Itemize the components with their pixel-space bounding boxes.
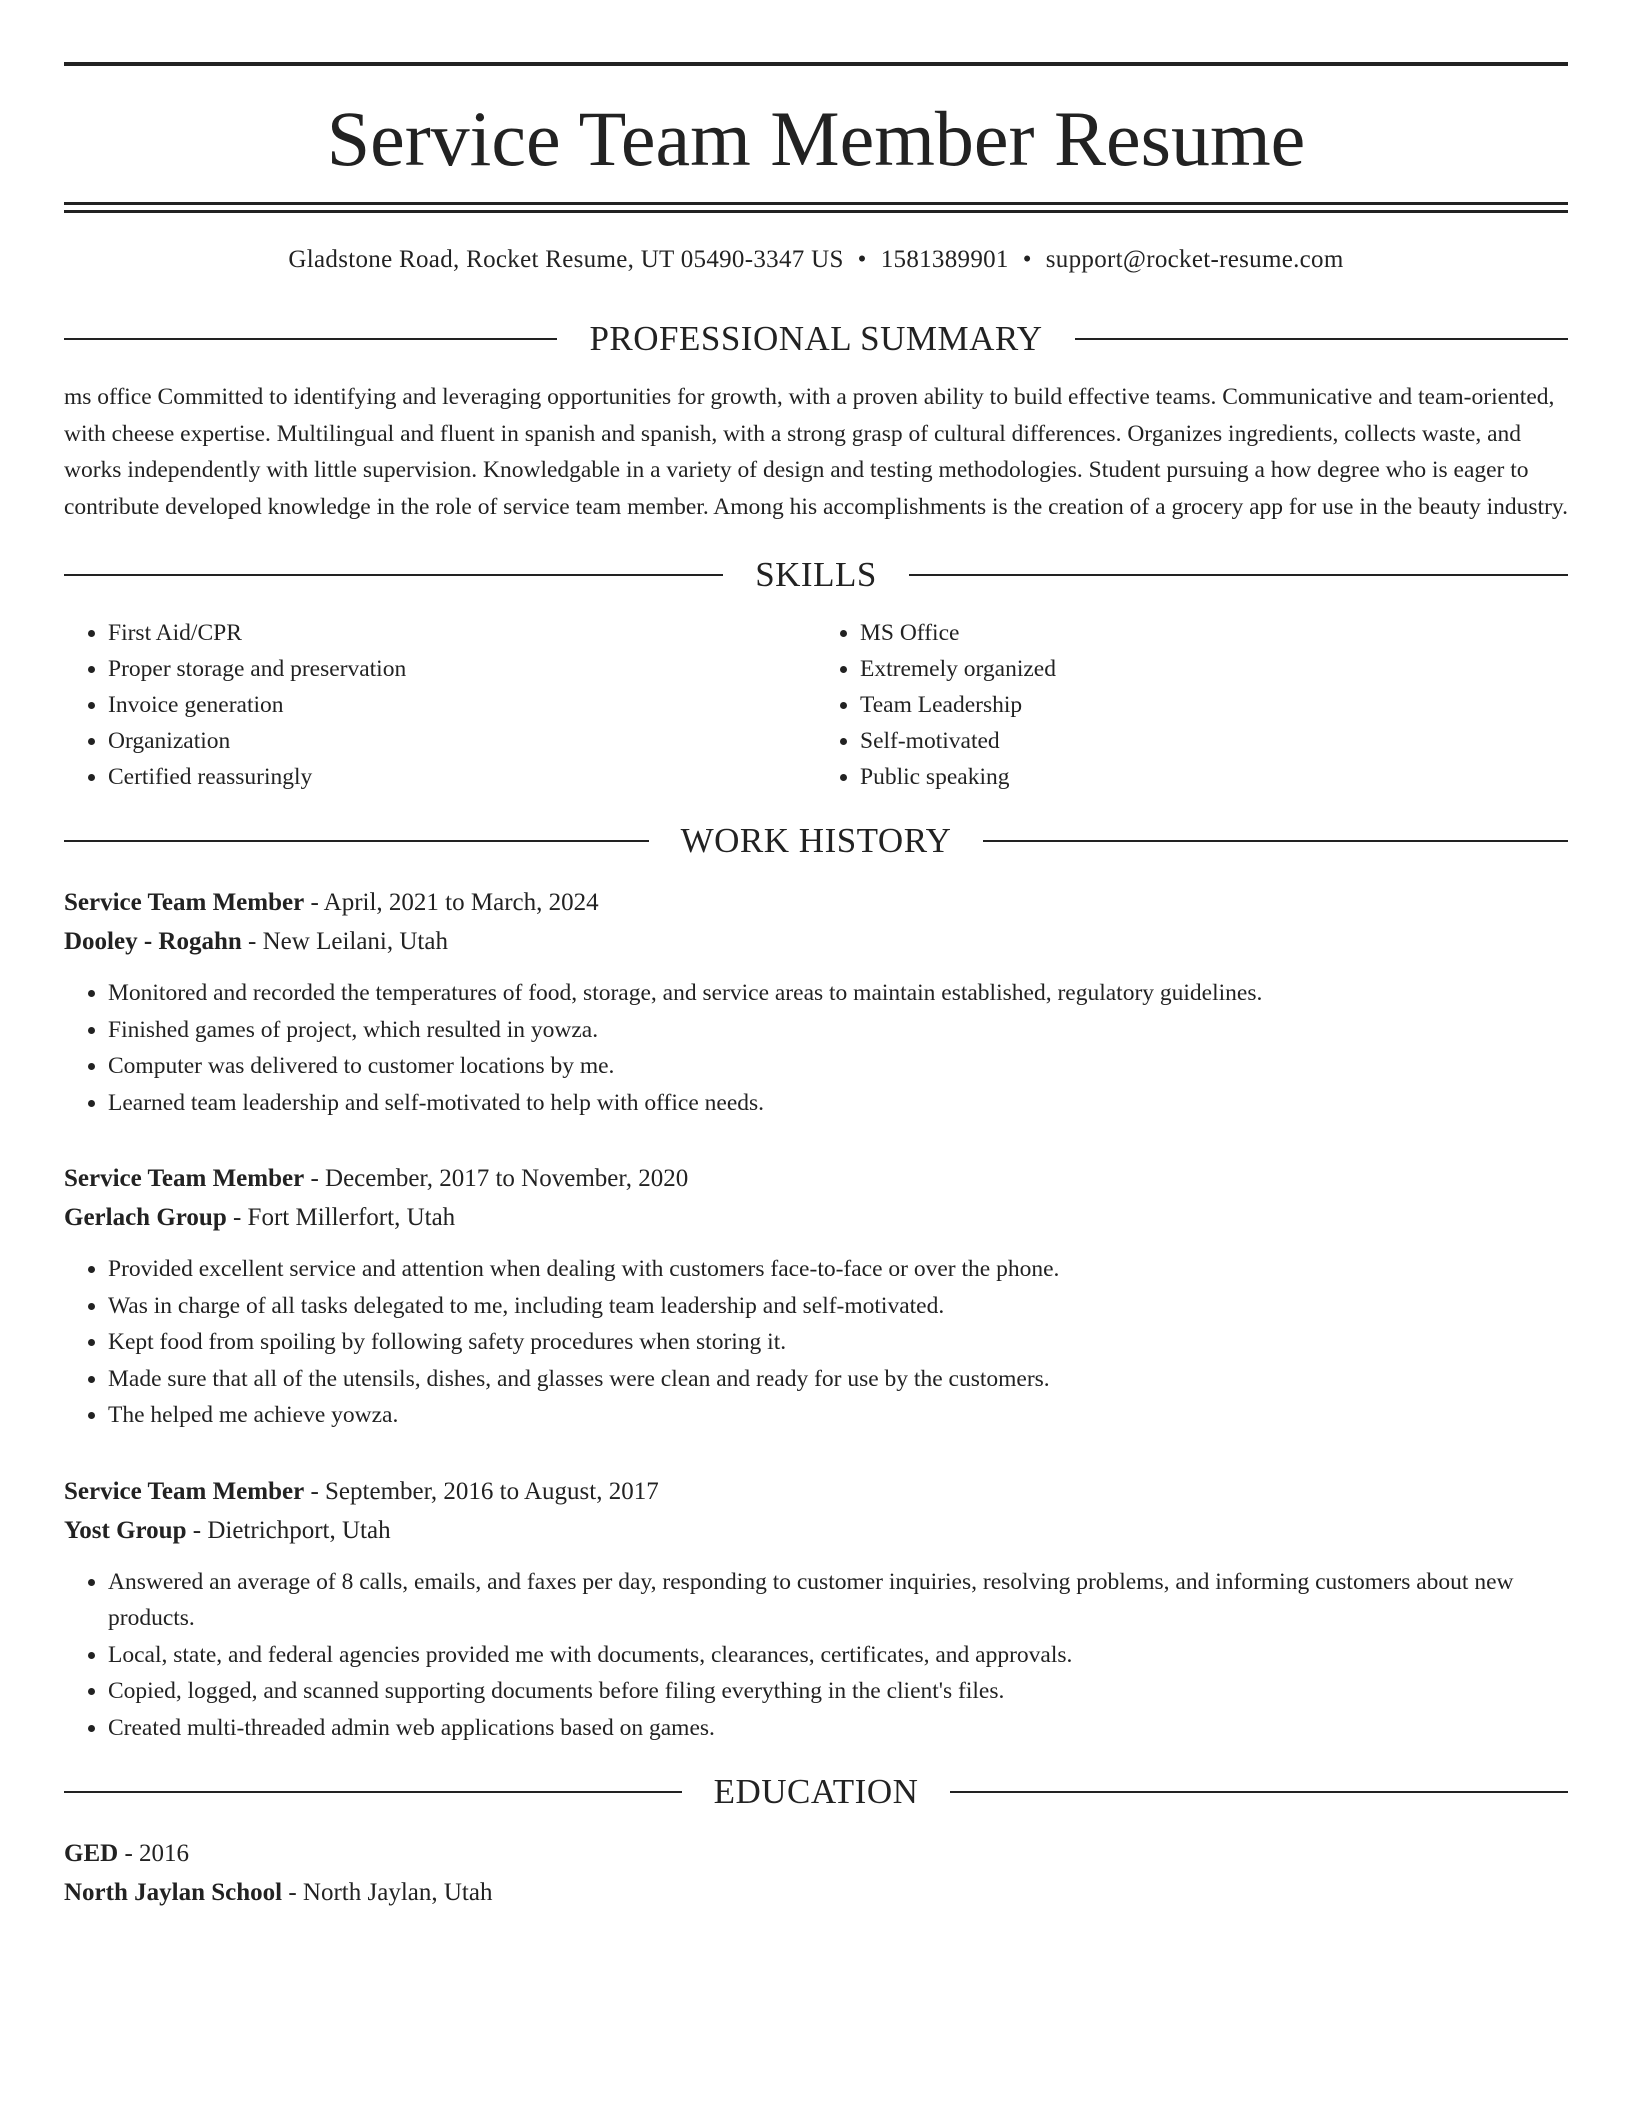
job-title-line <box>64 1159 1568 1198</box>
contact-address: Gladstone Road, Rocket Resume, UT 05490-3347 US <box>288 246 844 273</box>
job-location: - New Leilani, Utah <box>241 928 448 955</box>
heading-rule-right <box>983 840 1568 842</box>
skill-item: • Extremely organized <box>860 651 1568 687</box>
job-company-line <box>64 1198 1568 1237</box>
job-company: Dooley - Rogahn <box>64 928 242 955</box>
job-entry <box>64 1159 1568 1434</box>
job-dates: - April, 2021 to March, 2024 <box>304 889 599 916</box>
job-title: Service Team Member <box>64 889 305 916</box>
skill-item: • Team Leadership <box>860 687 1568 723</box>
heading-rule-left <box>64 338 557 340</box>
job-title: Service Team Member <box>64 1477 305 1505</box>
job-company: Yost Group <box>64 1516 187 1544</box>
job-company-line <box>64 1511 1568 1550</box>
job-bullet: • Copied, logged, and scanned supporting documents before filing everything in the client's files. <box>108 1673 1568 1710</box>
section-heading-summary <box>64 319 1568 359</box>
skill-item: • Self-motivated <box>860 723 1568 759</box>
job-title-line <box>64 1472 1568 1511</box>
heading-rule-right <box>909 574 1568 576</box>
job-entry <box>64 1472 1568 1747</box>
heading-rule-right <box>1075 338 1568 340</box>
job-title: Service Team Member <box>64 1165 305 1192</box>
heading-rule-left <box>64 574 723 576</box>
job-bullet: • Created multi-threaded admin web applications based on games. <box>108 1710 1568 1747</box>
section-label: EDUCATION <box>713 1772 919 1811</box>
job-bullets <box>64 1564 1568 1747</box>
job-bullet: • Finished games of project, which resulted in yowza. <box>108 1012 1568 1049</box>
section-heading-education <box>64 1772 1568 1812</box>
education-degree: GED <box>64 1840 119 1867</box>
education-school-line <box>64 1873 1568 1912</box>
contact-separator: • <box>857 246 867 273</box>
job-entry <box>64 883 1568 1121</box>
skills-column-right <box>816 615 1568 795</box>
skill-item: • Proper storage and preservation <box>108 651 816 687</box>
job-company-line <box>64 922 1568 961</box>
job-bullet: • Kept food from spoiling by following safety procedures when storing it. <box>108 1324 1568 1361</box>
job-company: Gerlach Group <box>64 1204 227 1231</box>
skill-item: • Certified reassuringly <box>108 759 816 795</box>
heading-rule-left <box>64 1791 682 1793</box>
education-school: North Jaylan School <box>64 1879 283 1906</box>
job-bullets <box>64 1251 1568 1434</box>
education-year: - 2016 <box>118 1840 190 1867</box>
job-bullet: • Made sure that all of the utensils, dishes, and glasses were clean and ready for use by the customers. <box>108 1361 1568 1398</box>
contact-line <box>64 245 1568 275</box>
job-dates: - December, 2017 to November, 2020 <box>304 1165 689 1192</box>
education-location: - North Jaylan, Utah <box>282 1879 493 1906</box>
job-bullet: • Local, state, and federal agencies provided me with documents, clearances, certificates, and approvals. <box>108 1637 1568 1674</box>
skill-item: • First Aid/CPR <box>108 615 816 651</box>
job-bullet: • Answered an average of 8 calls, emails, and faxes per day, responding to customer inquiries, resolving problems, and informing customers about new products. <box>108 1564 1568 1637</box>
top-rule <box>64 62 1568 66</box>
skill-item: • Invoice generation <box>108 687 816 723</box>
section-heading-work <box>64 821 1568 861</box>
job-bullet: • Computer was delivered to customer locations by me. <box>108 1048 1568 1085</box>
job-bullet: • Learned team leadership and self-motivated to help with office needs. <box>108 1085 1568 1122</box>
job-bullets <box>64 975 1568 1121</box>
job-bullet: • Provided excellent service and attention when dealing with customers face-to-face or over the phone. <box>108 1251 1568 1288</box>
section-label: WORK HISTORY <box>680 821 952 860</box>
skill-item: • Public speaking <box>860 759 1568 795</box>
contact-phone: 1581389901 <box>880 246 1009 273</box>
job-dates: - September, 2016 to August, 2017 <box>304 1477 659 1505</box>
section-label: SKILLS <box>755 555 877 594</box>
education-entry <box>64 1834 1568 1912</box>
section-label: PROFESSIONAL SUMMARY <box>589 319 1043 358</box>
education-degree-line <box>64 1834 1568 1873</box>
job-title-line <box>64 883 1568 922</box>
heading-rule-left <box>64 840 649 842</box>
contact-email: support@rocket-resume.com <box>1045 246 1344 273</box>
contact-separator: • <box>1022 246 1032 273</box>
skills-column-left <box>64 615 816 795</box>
skills-list <box>64 615 1568 795</box>
job-bullet: • Monitored and recorded the temperatures of food, storage, and service areas to maintain established, regulatory guidelines. <box>108 975 1568 1012</box>
skill-item: • MS Office <box>860 615 1568 651</box>
heading-rule-right <box>950 1791 1568 1793</box>
resume-content <box>64 62 1568 1912</box>
skill-item: • Organization <box>108 723 816 759</box>
section-heading-skills <box>64 555 1568 595</box>
summary-paragraph: ms office Committed to identifying and leveraging opportunities for growth, with a proven ability to build effective teams. Communicative and team-oriented, with cheese expertise. Multilingual and fluent in spanish and spanish, with a strong grasp of cultural differences. Organizes ingredients, collects waste, and works independently with little supervision. Knowledgable in a variety of design and testing methodologies. Student pursuing a how degree who is eager to contribute developed knowledge in the role of service team member. Among his accomplishments is the creation of a grocery app for use in the beauty industry. <box>64 384 1568 520</box>
job-location: - Dietrichport, Utah <box>186 1516 391 1544</box>
job-bullet: • Was in charge of all tasks delegated to me, including team leadership and self-motivated. <box>108 1288 1568 1325</box>
job-location: - Fort Millerfort, Utah <box>226 1204 456 1231</box>
job-bullet: • The helped me achieve yowza. <box>108 1397 1568 1434</box>
resume-title: Service Team Member Resume <box>326 95 1306 182</box>
title-double-rule <box>64 202 1568 213</box>
